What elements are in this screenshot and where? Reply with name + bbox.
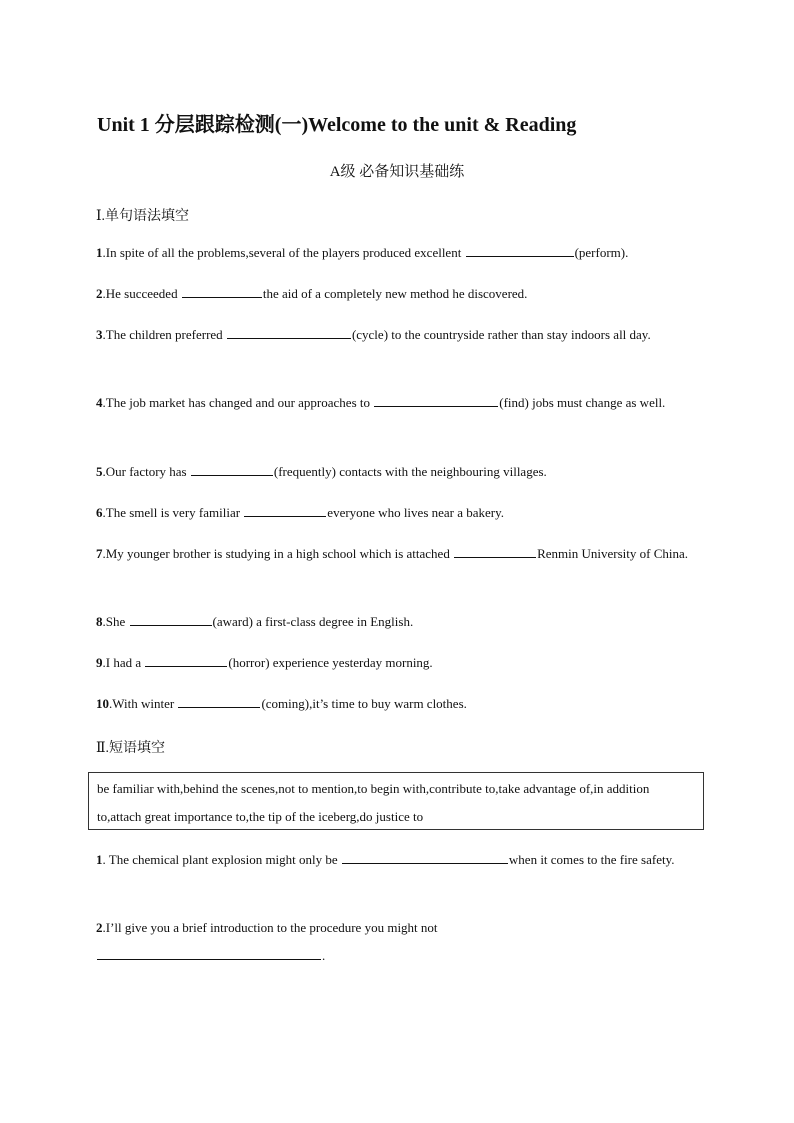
question-text: .She [102, 614, 129, 629]
question-3 [96, 321, 692, 349]
question-number: 1 [96, 245, 103, 260]
page-title: Unit 1 分层跟踪检测(一)Welcome to the unit & Reading [97, 114, 577, 136]
question-8 [96, 608, 692, 636]
question-number: 3 [96, 327, 103, 342]
question-1 [96, 239, 692, 267]
question-text: .With winter [109, 696, 178, 711]
answer-blank[interactable] [374, 392, 498, 407]
question-number: 4 [96, 395, 103, 410]
question-7 [96, 540, 692, 568]
question-hint: everyone who lives near a bakery. [327, 505, 505, 520]
question-5 [96, 458, 692, 486]
question-hint: (frequently) contacts with the neighbouring villages. [273, 464, 547, 479]
question-6 [96, 499, 692, 527]
phrase-question-2 [96, 914, 476, 970]
question-text: .The job market has changed and our approaches to [102, 395, 374, 410]
level-heading: A级 必备知识基础练 [329, 164, 465, 180]
question-number: 10 [96, 696, 109, 711]
answer-blank[interactable] [227, 324, 351, 339]
question-text: . The chemical plant explosion might only be [102, 852, 341, 867]
question-hint: when it comes to the fire safety. [508, 852, 675, 867]
question-hint: (coming),it’s time to buy warm clothes. [261, 696, 467, 711]
question-number: 2 [96, 920, 103, 935]
question-number: 5 [96, 464, 103, 479]
section-heading-phrases: Ⅱ.短语填空 [96, 741, 166, 756]
question-number: 6 [96, 505, 103, 520]
question-4 [96, 389, 692, 417]
question-text: .The children preferred [102, 327, 226, 342]
question-text: .The smell is very familiar [102, 505, 244, 520]
answer-blank[interactable] [182, 283, 262, 298]
answer-blank[interactable] [97, 945, 321, 960]
question-hint: (find) jobs must change as well. [499, 395, 666, 410]
answer-blank[interactable] [342, 849, 508, 864]
question-text: .My younger brother is studying in a high school which is attached [102, 546, 454, 561]
question-text: .I’ll give you a brief introduction to the procedure you might not [102, 920, 438, 935]
question-hint: . [322, 948, 326, 963]
question-hint: (cycle) to the countryside rather than stay indoors all day. [351, 327, 651, 342]
question-hint: (horror) experience yesterday morning. [228, 655, 433, 670]
question-text: .Our factory has [102, 464, 190, 479]
question-text: .In spite of all the problems,several of the players produced excellent [102, 245, 465, 260]
question-number: 8 [96, 614, 103, 629]
question-9 [96, 649, 692, 677]
question-hint: (award) a first-class degree in English. [212, 614, 414, 629]
answer-blank[interactable] [244, 502, 326, 517]
question-number: 7 [96, 546, 103, 561]
question-10 [96, 690, 692, 718]
question-hint: Renmin University of China. [537, 546, 689, 561]
phrase-question-1 [96, 846, 692, 874]
question-hint: (perform). [574, 245, 629, 260]
answer-blank[interactable] [145, 652, 227, 667]
phrase-bank-box: be familiar with,behind the scenes,not to mention,to begin with,contribute to,take advantage of,in addition to,attach great importance to,the tip of the iceberg,do justice to [88, 772, 704, 830]
answer-blank[interactable] [454, 543, 536, 558]
answer-blank[interactable] [466, 242, 574, 257]
question-text: .I had a [102, 655, 145, 670]
answer-blank[interactable] [130, 611, 212, 626]
question-number: 2 [96, 286, 103, 301]
answer-blank[interactable] [191, 461, 273, 476]
question-hint: the aid of a completely new method he discovered. [262, 286, 528, 301]
question-number: 9 [96, 655, 103, 670]
question-text: .He succeeded [102, 286, 181, 301]
answer-blank[interactable] [178, 693, 260, 708]
section-heading-grammar: Ⅰ.单句语法填空 [96, 209, 190, 224]
question-2 [96, 280, 692, 308]
question-number: 1 [96, 852, 103, 867]
